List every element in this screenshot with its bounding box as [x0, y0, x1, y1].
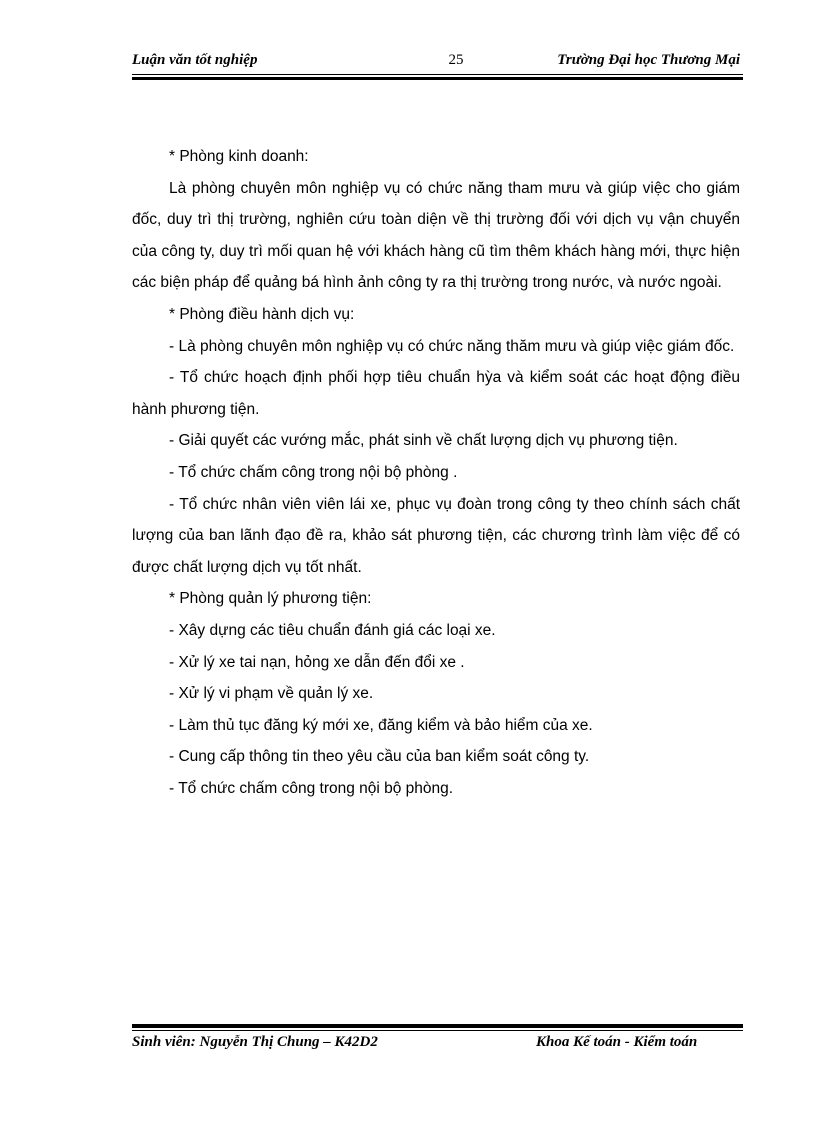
list-item-operations-2: - Tổ chức hoạch định phối hợp tiêu chuẩn hỳa và kiểm soát các hoạt động điều hành phương tiện. — [132, 369, 740, 418]
footer-faculty: Khoa Kế toán - Kiểm toán — [536, 1034, 698, 1050]
page-body — [132, 141, 740, 804]
list-item-vehicles-5: - Cung cấp thông tin theo yêu cầu của ban kiểm soát công ty. — [169, 748, 590, 766]
list-item-vehicles-6: - Tổ chức chấm công trong nội bộ phòng. — [169, 779, 454, 797]
header-university: Trường Đại học Thương Mại — [557, 52, 740, 68]
list-item-operations-5: - Tổ chức nhân viên viên lái xe, phục vụ đoàn trong công ty theo chính sách chất lượng của ban lãnh đạo đề ra, khảo sát phương tiện, các chương trình làm việc để có được chất lượng dịch vụ tốt nhất. — [132, 495, 740, 576]
section-heading-business: * Phòng kinh doanh: — [169, 148, 309, 165]
page-header — [132, 52, 740, 76]
list-item-operations-1: - Là phòng chuyên môn nghiệp vụ có chức năng thăm mưu và giúp việc giám đốc. — [169, 337, 735, 355]
footer-rule-thick — [132, 1024, 743, 1028]
header-rule-thick — [132, 77, 743, 80]
list-item-vehicles-3: - Xử lý vi phạm về quản lý xe. — [169, 685, 374, 703]
list-item-vehicles-4: - Làm thủ tục đăng ký mới xe, đăng kiểm và bảo hiểm của xe. — [169, 716, 593, 734]
header-rule-thin — [132, 74, 743, 75]
paragraph-business-description: Là phòng chuyên môn nghiệp vụ có chức năng tham mưu và giúp việc cho giám đốc, duy trì thị trường, nghiên cứu toàn diện về thị trường đối với dịch vụ vận chuyển của công ty, duy trì mối quan hệ với khách hàng cũ tìm thêm khách hàng mới, thực hiện các biện pháp để quảng bá hình ảnh công ty ra thị trường trong nước, và nước ngoài. — [132, 179, 740, 292]
header-thesis-title: Luận văn tốt nghiệp — [132, 52, 258, 68]
page-number: 25 — [448, 52, 464, 68]
list-item-vehicles-2: - Xử lý xe tai nạn, hỏng xe dẫn đến đổi xe . — [169, 653, 465, 671]
list-item-vehicles-1: - Xây dựng các tiêu chuẩn đánh giá các loại xe. — [169, 621, 496, 639]
list-item-operations-3: - Giải quyết các vướng mắc, phát sinh về chất lượng dịch vụ phương tiện. — [169, 432, 678, 450]
footer-rule-thin — [132, 1030, 743, 1031]
list-item-operations-4: - Tổ chức chấm công trong nội bộ phòng . — [169, 463, 458, 481]
section-heading-operations: * Phòng điều hành dịch vụ: — [169, 305, 355, 323]
footer-student: Sinh viên: Nguyễn Thị Chung – K42D2 — [132, 1034, 378, 1050]
section-heading-vehicles: * Phòng quản lý phương tiện: — [169, 590, 372, 608]
